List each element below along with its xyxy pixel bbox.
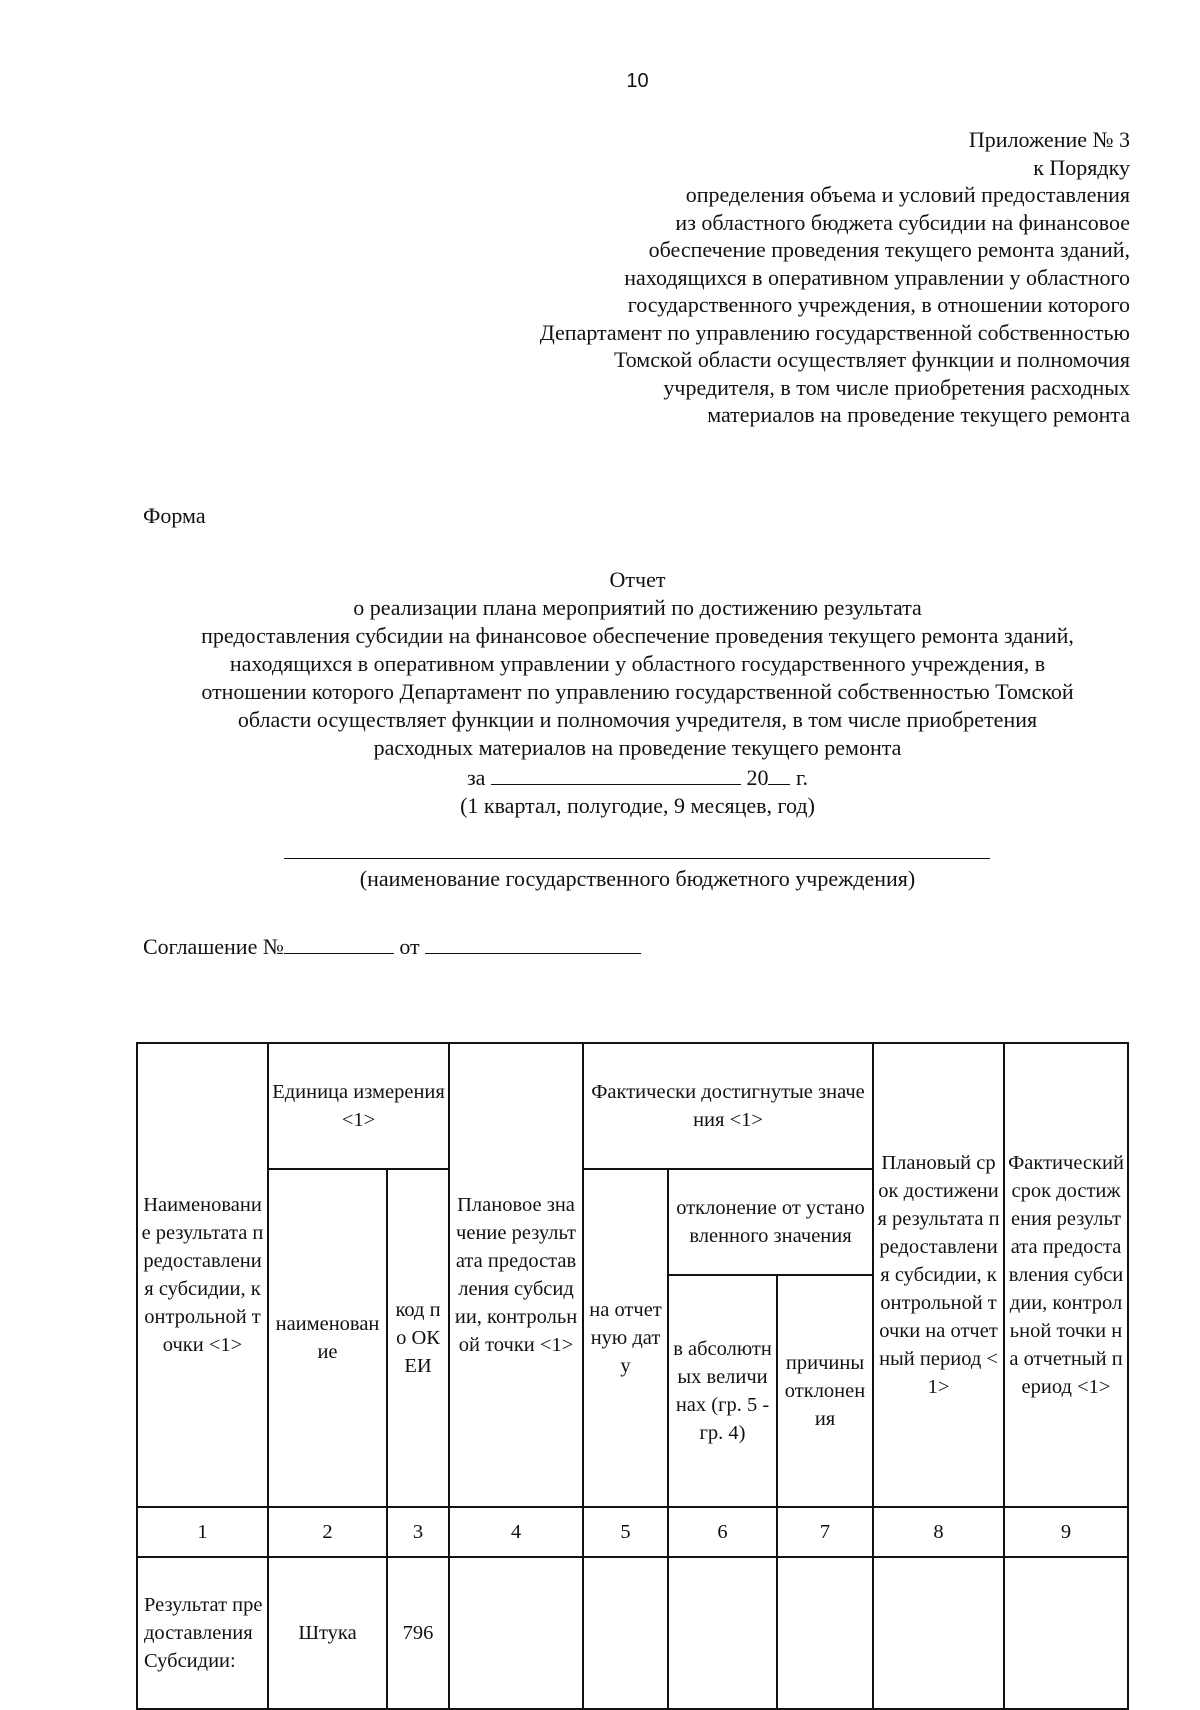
report-table [136,1042,1129,1710]
column-number: 2 [268,1507,387,1557]
appendix-line: Томской области осуществляет функции и полномочия [613,347,1130,372]
row-unit-code: 796 [387,1557,449,1709]
year-blank [768,762,790,785]
institution-label: (наименование государственного бюджетного учреждения) [359,866,916,891]
header-plan-term: Плановый срок достижения результата предоставления субсидии, контрольной точки на отчетный период <1> [873,1043,1004,1507]
appendix-line: материалов на проведение текущего ремонта [707,402,1130,427]
row-actual-term [1004,1557,1128,1709]
column-number: 9 [1004,1507,1128,1557]
page-number: 10 [626,70,649,92]
column-numbers-row [137,1507,1128,1557]
column-number: 7 [777,1507,873,1557]
report-period [100,762,1175,792]
report-title: Отчет [609,567,666,592]
column-number: 3 [387,1507,449,1557]
appendix-block [430,126,1130,429]
appendix-line: Департамент по управлению государственной собственностью [539,319,1130,345]
row-plan-term [873,1557,1004,1709]
column-number: 6 [668,1507,777,1557]
header-unit-name: наименование [268,1169,387,1507]
column-number: 8 [873,1507,1004,1557]
institution-name-line [284,858,990,859]
header-actual-values: Фактически достигнутые значения <1> [583,1043,873,1169]
row-result-name: Результат предоставления Субсидии: [137,1557,268,1709]
header-unit-code: код по ОКЕИ [387,1169,449,1507]
appendix-line: Приложение № 3 [968,127,1130,152]
period-suffix: г. [795,765,808,790]
report-title-line: находящихся в оперативном управлении у областного государственного учреждения, в [229,651,1046,676]
appendix-line: учредителя, в том числе приобретения расходных [663,374,1130,400]
agreement-number-blank [284,931,394,954]
row-plan-value [449,1557,583,1709]
agreement-line [143,931,641,960]
header-on-date: на отчетную дату [583,1169,668,1507]
report-title-line: предоставления субсидии на финансовое обеспечение проведения текущего ремонта зданий, [201,623,1074,648]
report-title-line: о реализации плана мероприятий по достижению результата [353,595,922,620]
period-note: (1 квартал, полугодие, 9 месяцев, год) [460,793,815,818]
header-result-name: Наименование результата предоставления субсидии, контрольной точки <1> [137,1043,268,1507]
header-deviation: отклонение от установленного значения [668,1169,873,1275]
column-number: 1 [137,1507,268,1557]
appendix-line: к Порядку [1033,154,1130,180]
agreement-date-blank [425,931,641,954]
form-label: Форма [143,503,206,528]
row-unit-name: Штука [268,1557,387,1709]
agreement-from: от [399,934,420,959]
report-title-line: расходных материалов на проведение текущего ремонта [373,735,902,760]
report-heading [100,566,1175,820]
appendix-line: определения объема и условий предоставления [685,182,1130,207]
period-prefix: за [466,765,486,790]
appendix-line: государственного учреждения, в отношении которого [627,292,1130,317]
report-title-line: отношении которого Департамент по управлению государственной собственностью Томской [201,679,1074,704]
table-row [137,1557,1128,1709]
header-actual-term: Фактический срок достижения результата предоставления субсидии, контрольной точки на отчетный период <1> [1004,1043,1128,1507]
row-on-date [583,1557,668,1709]
period-blank [491,762,741,785]
agreement-prefix: Соглашение № [143,934,284,959]
column-number: 5 [583,1507,668,1557]
header-reasons: причины отклонения [777,1275,873,1507]
period-year: 20 [746,765,769,790]
row-absolute [668,1557,777,1709]
column-number: 4 [449,1507,583,1557]
appendix-line: обеспечение проведения текущего ремонта зданий, [648,237,1130,262]
header-unit: Единица измерения <1> [268,1043,449,1169]
header-absolute: в абсолютных величинах (гр. 5 - гр. 4) [668,1275,777,1507]
row-reasons [777,1557,873,1709]
appendix-line: из областного бюджета субсидии на финансовое [675,209,1130,235]
report-title-line: области осуществляет функции и полномочия учредителя, в том числе приобретения [237,707,1038,732]
appendix-line: находящихся в оперативном управлении у областного [624,264,1130,290]
header-plan-value: Плановое значение результата предоставления субсидии, контрольной точки <1> [449,1043,583,1507]
